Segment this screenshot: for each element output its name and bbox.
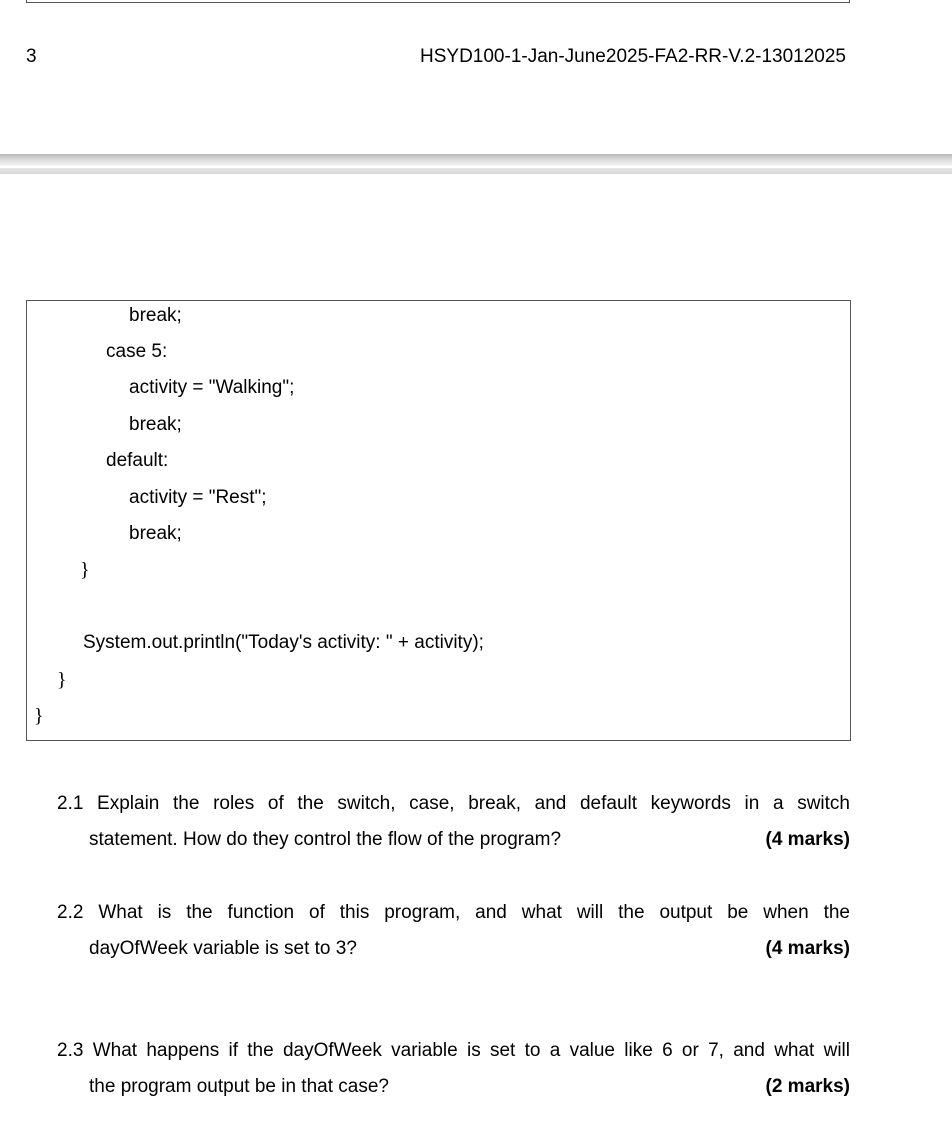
marks-label: (2 marks) xyxy=(765,1076,850,1097)
code-line: break; xyxy=(129,523,182,544)
marks-label: (4 marks) xyxy=(765,938,850,959)
question-2-3 xyxy=(57,1033,850,1105)
code-line: break; xyxy=(129,305,182,326)
code-line: activity = "Rest"; xyxy=(129,487,267,508)
question-2-1 xyxy=(57,786,850,858)
previous-code-box-edge xyxy=(26,0,850,3)
code-line: break; xyxy=(129,414,182,435)
question-2-2 xyxy=(57,895,850,967)
code-closing-brace: } xyxy=(57,669,67,691)
page-number: 3 xyxy=(26,46,37,67)
question-text-continued: dayOfWeek variable is set to 3? xyxy=(89,938,357,959)
code-block xyxy=(26,300,851,741)
question-text-continued: the program output be in that case? xyxy=(89,1076,389,1097)
code-line: case 5: xyxy=(106,341,168,362)
code-line: activity = "Walking"; xyxy=(129,377,295,398)
code-closing-brace: } xyxy=(34,705,44,727)
page-separator xyxy=(0,154,952,176)
code-closing-brace: } xyxy=(80,559,90,581)
code-line: System.out.println("Today's activity: " + activity); xyxy=(83,632,484,653)
question-text: 2.1 Explain the roles of the switch, case, break, and default keywords in a switch xyxy=(57,793,850,814)
marks-label: (4 marks) xyxy=(765,829,850,850)
question-text-continued: statement. How do they control the flow of the program? xyxy=(89,829,562,850)
question-text: 2.3 What happens if the dayOfWeek variable is set to a value like 6 or 7, and what will xyxy=(57,1040,850,1061)
question-text: 2.2 What is the function of this program, and what will the output be when the xyxy=(57,902,850,923)
code-line: default: xyxy=(106,450,169,471)
document-code: HSYD100-1-Jan-June2025-FA2-RR-V.2-13012025 xyxy=(420,46,846,67)
